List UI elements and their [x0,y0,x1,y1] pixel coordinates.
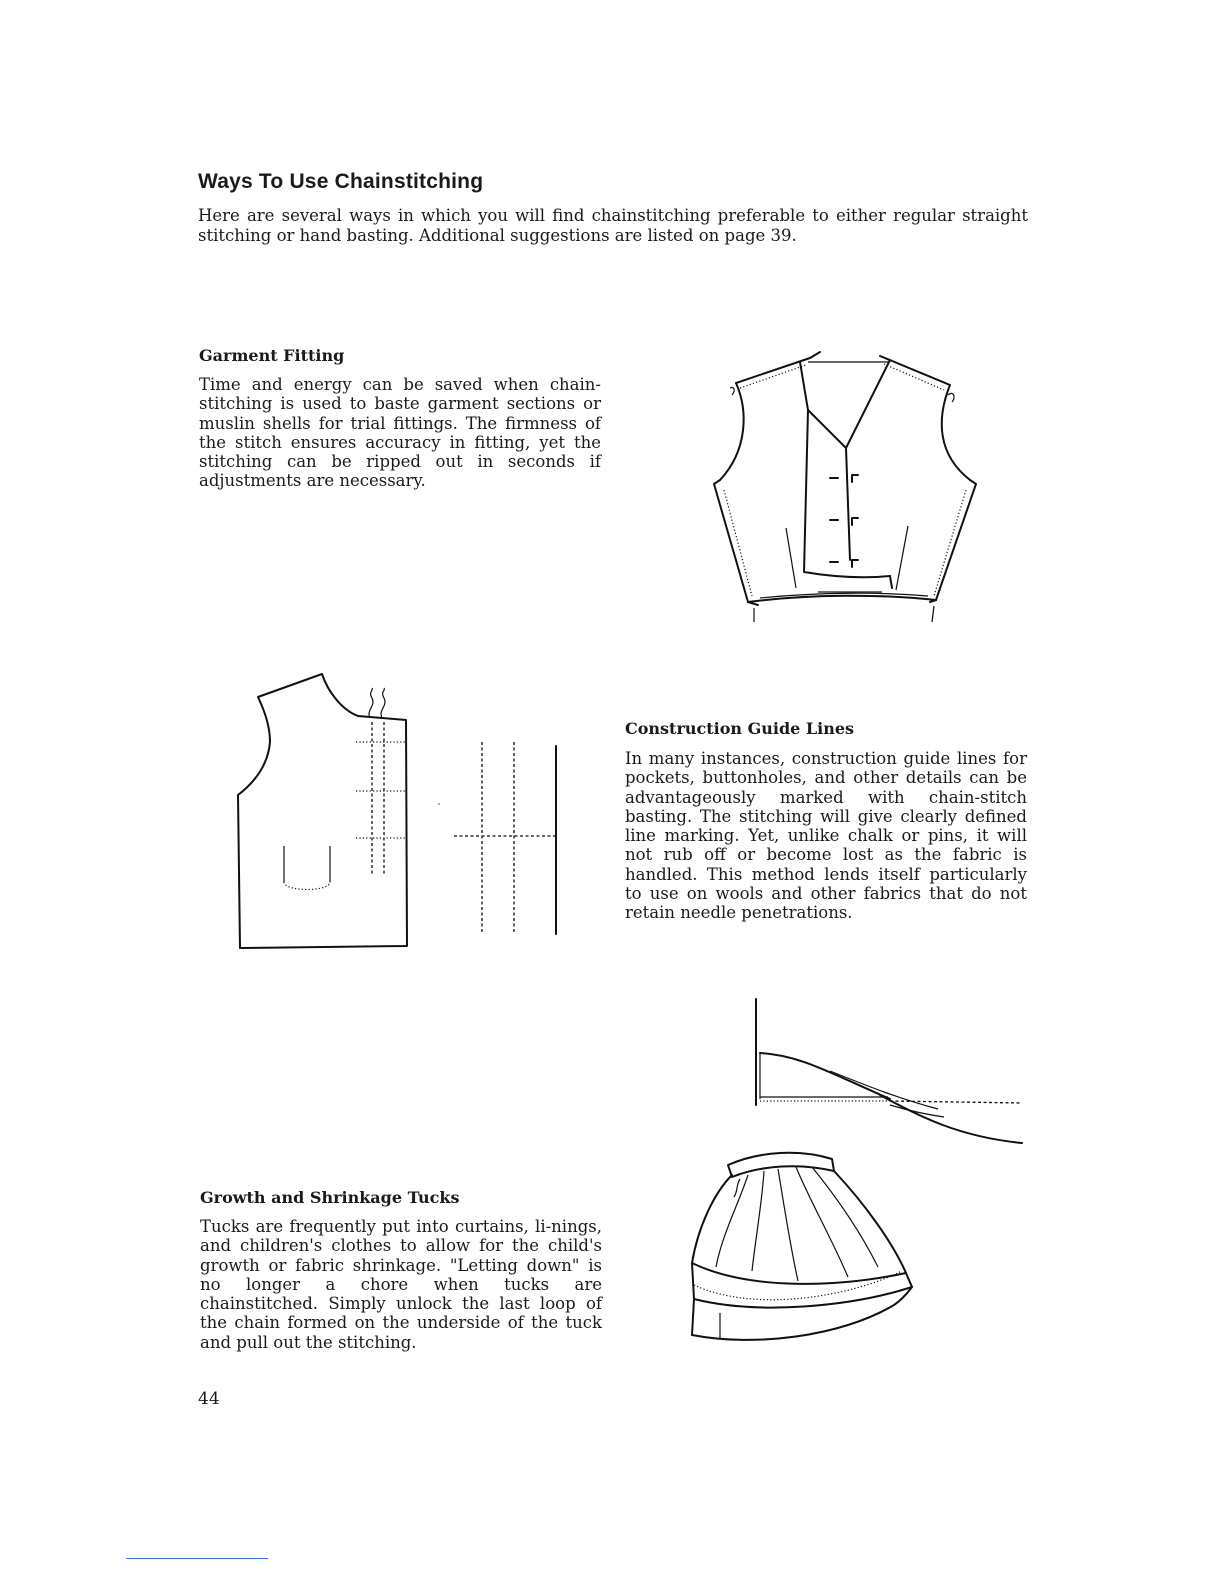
intro-paragraph: Here are several ways in which you will find chainstitching preferable to either regular straight stitching or hand basting. Additional suggestions are listed on page 39. [198,206,1028,245]
footer-rule [126,1558,268,1559]
construction-guide-lines-body: In many instances, construction guide lines for pockets, buttonholes, and other details can be advantageously marked with chain-stitch basting. The stitching will give clearly defined line marking. Yet, unlike chalk or pins, it will not rub off or become lost as the fabric is handled. This method lends itself particularly to use on wools and other fabrics that do not retain needle penetrations. [625,749,1027,923]
page-number: 44 [198,1389,220,1409]
growth-tucks-body: Tucks are frequently put into curtains, li-nings, and children's clothes to allow for the child's growth or fabric shrinkage. "Letting down" is no longer a chore when tucks are chainstitched. Simply unlock the last loop of the chain formed on the underside of the tuck and pull out the stitching. [200,1217,602,1352]
growth-tucks-heading: Growth and Shrinkage Tucks [200,1188,460,1207]
construction-guide-lines-heading: Construction Guide Lines [625,719,855,738]
skirt-tuck-illustration [680,995,1030,1360]
garment-fitting-heading: Garment Fitting [199,346,345,365]
page-title: Ways To Use Chainstitching [198,170,484,193]
vest-illustration [700,350,990,630]
bodice-pattern-illustration [230,670,570,955]
garment-fitting-body: Time and energy can be saved when chain-stitching is used to baste garment sections or muslin shells for trial fittings. The firmness of the stitch ensures accuracy in fitting, yet the stitching can be ripped out in seconds if adjustments are necessary. [199,375,601,491]
